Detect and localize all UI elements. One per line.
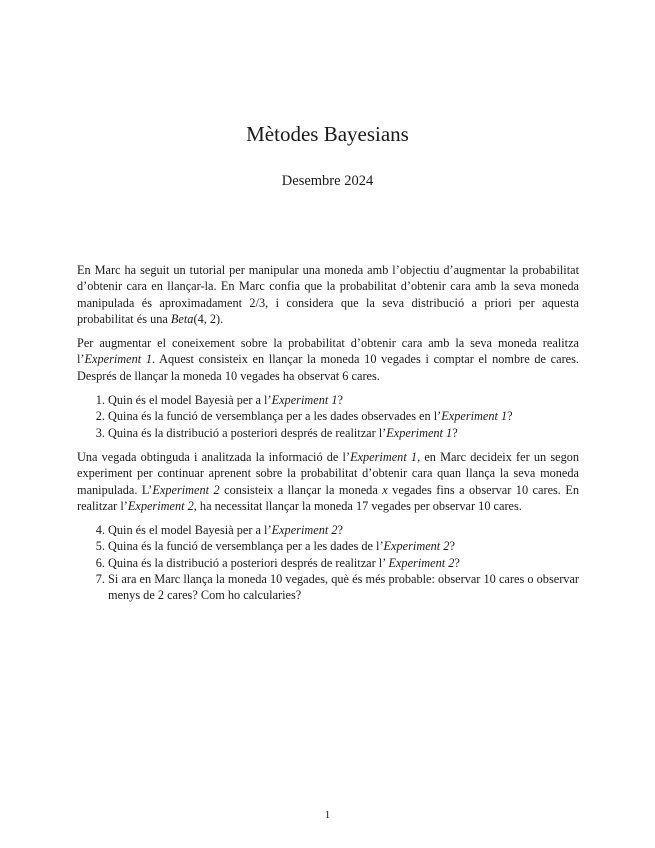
- question-text: Quin és el model Bayesià per a l’: [108, 393, 272, 408]
- text-run: Una vegada obtinguda i analitzada la informació de l’: [77, 449, 351, 464]
- experiment-ref: Experiment 2: [152, 482, 220, 497]
- question-text: ?: [454, 555, 460, 570]
- question-text: Quina és la funció de versemblança per a les dades observades en l’: [108, 409, 442, 424]
- question-item: [108, 425, 579, 441]
- question-text: Quina és la distribució a posteriori després de realitzar l’: [108, 425, 387, 440]
- question-item: [108, 408, 579, 424]
- text-run: , ha necessitat llançar la moneda 17 vegades per observar 10 cares.: [193, 498, 522, 513]
- beta-distribution: Beta: [170, 311, 194, 326]
- question-item: [108, 555, 579, 571]
- question-text: Si ara en Marc llança la moneda 10 vegades, què és més probable: observar 10 cares o observar menys de 2 cares? Com ho calcularies?: [108, 572, 579, 603]
- paragraph-experiment-2: [77, 449, 579, 514]
- text-run: consisteix a llançar la moneda: [219, 482, 383, 497]
- experiment-ref: Experiment 1: [271, 393, 338, 408]
- text-run: . Aquest consisteix en llançar la moneda 10 vegades i comptar el nombre de cares. Després de llançar la moneda 10 vegades ha observat 6 cares.: [77, 352, 579, 383]
- question-item: [108, 392, 579, 408]
- experiment-ref: Experiment 2: [388, 555, 455, 570]
- math-variable: x: [382, 482, 388, 497]
- document-body: [77, 262, 579, 612]
- text-run: Per augmentar el coneixement sobre la probabilitat d’obtenir cara amb la seva moneda realitza l’: [77, 336, 579, 367]
- paragraph-intro: [77, 262, 579, 327]
- question-list-2: [77, 522, 579, 603]
- question-item: [108, 538, 579, 554]
- question-text: Quina és la funció de versemblança per a les dades de l’: [108, 539, 384, 554]
- question-text: ?: [337, 523, 343, 538]
- text-run: vegades fins a observar 10 cares. En realitzar l’: [77, 482, 579, 513]
- document-date: Desembre 2024: [281, 173, 374, 189]
- text-run: , en Marc decideix fer un segon experiment per continuar aprenent sobre la probabilitat d’obtenir cara quan llança la seva moneda manipulada. L’: [77, 449, 580, 497]
- question-text: ?: [507, 409, 513, 424]
- question-text: ?: [449, 539, 455, 554]
- experiment-ref: Experiment 2: [127, 498, 194, 513]
- question-list-1: [77, 392, 579, 441]
- experiment-ref: Experiment 1: [350, 449, 418, 464]
- experiment-ref: Experiment 1: [441, 409, 508, 424]
- question-text: ?: [452, 425, 458, 440]
- document-title: Mètodes Bayesians: [246, 122, 409, 146]
- experiment-ref: Experiment 2: [383, 539, 450, 554]
- experiment-ref: Experiment 1: [386, 425, 453, 440]
- experiment-ref: Experiment 2: [271, 523, 338, 538]
- question-item: [108, 571, 579, 604]
- question-text: Quina és la distribució a posteriori després de realitzar l’: [108, 555, 389, 570]
- beta-params: (4, 2).: [193, 311, 224, 326]
- question-text: ?: [337, 393, 343, 408]
- intro-text: En Marc ha seguit un tutorial per manipular una moneda amb l’objectiu d’augmentar la probabilitat d’obtenir cara en llançar-la. En Marc confia que la probabilitat d’obtenir cara amb la seva moneda manipulada és aproximadament 2/3, i considera que la seva distribució a priori per aquesta probabilitat és una: [77, 263, 579, 326]
- question-text: Quin és el model Bayesià per a l’: [108, 523, 272, 538]
- paragraph-experiment-1: [77, 335, 579, 384]
- question-item: [108, 522, 579, 538]
- page-number: 1: [324, 809, 331, 821]
- experiment-ref: Experiment 1: [84, 352, 153, 367]
